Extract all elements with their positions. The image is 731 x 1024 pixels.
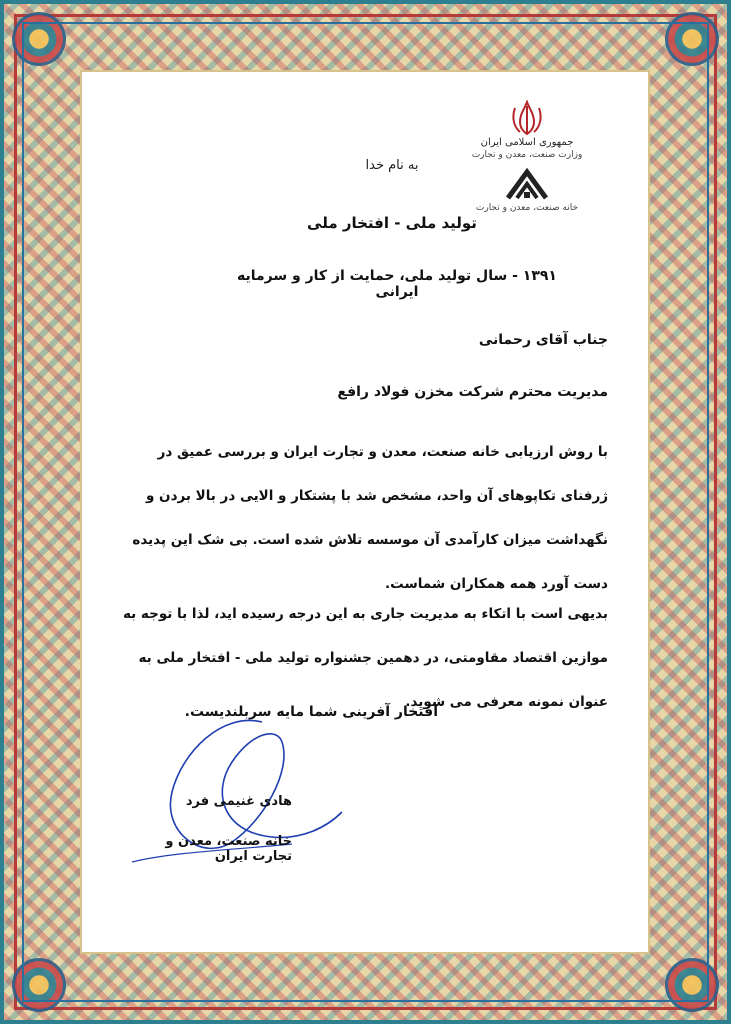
iran-emblem-icon bbox=[508, 100, 546, 136]
house-of-industry-logo-icon bbox=[504, 168, 550, 200]
body-paragraph-1: با روش ارزیابی خانه صنعت، معدن و تجارت ایران و بررسی عمیق در ژرفنای تکاپوهای آن واحد، مشخص شد با پشتکار و الایی در بالا بردن و نگهداشت میزان کارآمدی آن موسسه تلاش شده است. بی شک این پدیده دست آورد همه همکاران شماست. bbox=[132, 444, 608, 592]
signer-organization: خانه صنعت، معدن و تجارت ایران bbox=[165, 834, 292, 864]
signer-name: هادی غنیمی فرد bbox=[185, 794, 292, 809]
closing-line: افتخار آفرینی شما مایه سربلندیست. bbox=[184, 704, 438, 720]
letterhead bbox=[452, 100, 602, 215]
body-paragraph-2: بدیهی است با اتکاء به مدیریت جاری به این درجه رسیده اید، لذا با توجه به موازین اقتصاد مقاومتی، در دهمین جشنواره تولید ملی - افتخار ملی به عنوان نمونه معرفی می شوید. bbox=[122, 606, 608, 710]
year-slogan-heading: ۱۳۹۱ - سال تولید ملی، حمایت از کار و سرمایه ایرانی bbox=[237, 268, 557, 300]
certificate-paper bbox=[82, 72, 648, 952]
slogan-heading: تولید ملی - افتخار ملی bbox=[307, 214, 477, 232]
border-corner-ornament bbox=[12, 12, 66, 66]
house-name: خانه صنعت، معدن و تجارت bbox=[475, 203, 579, 213]
salutation: جناب آقای رحمانی bbox=[478, 332, 608, 348]
country-name: جمهوری اسلامی ایران bbox=[480, 137, 574, 148]
recipient: مدیریت محترم شرکت مخزن فولاد رافع bbox=[337, 384, 608, 400]
bismillah: به نام خدا bbox=[365, 158, 419, 173]
border-corner-ornament bbox=[12, 958, 66, 1012]
border-corner-ornament bbox=[665, 958, 719, 1012]
ministry-name: وزارت صنعت، معدن و تجارت bbox=[471, 150, 583, 160]
border-corner-ornament bbox=[665, 12, 719, 66]
